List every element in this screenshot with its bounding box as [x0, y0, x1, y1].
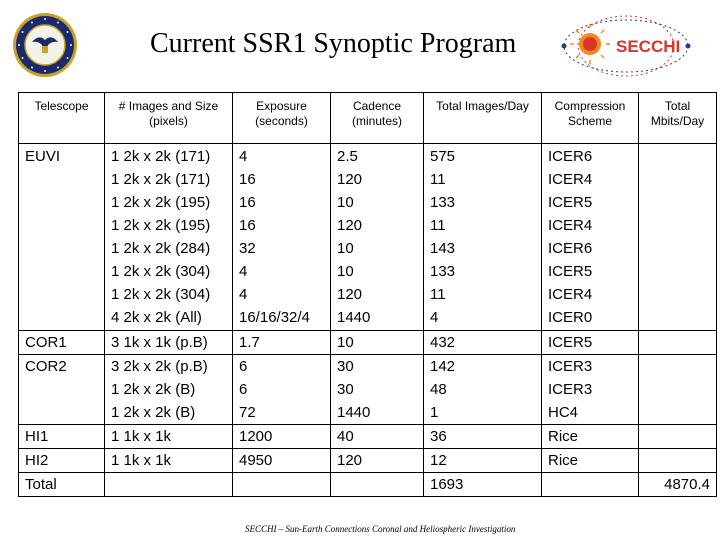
cell-line: 72 [239, 404, 256, 421]
total-cadence-cell [331, 473, 424, 497]
table-row [19, 144, 717, 331]
cadence-cell [331, 449, 424, 473]
telescope-cell: COR1 [19, 331, 105, 355]
cell-line: 16 [239, 194, 256, 211]
cell-line: 4 2k x 2k (All) [111, 309, 202, 326]
total-row [19, 473, 717, 497]
synoptic-program-table [18, 92, 717, 497]
cell-line: 142 [430, 358, 456, 375]
images-size-cell [105, 144, 233, 331]
cell-line: 10 [337, 334, 354, 351]
cell-line: Rice [548, 452, 579, 469]
total-label-cell: Total [19, 473, 105, 497]
cell-line: 120 [337, 171, 363, 188]
header-total-images: Total Images/Day [424, 93, 542, 144]
cell-line: 4 [239, 286, 248, 303]
cell-line: 1 2k x 2k (304) [111, 286, 211, 303]
exposure-cell [233, 425, 331, 449]
cell-line: 1 2k x 2k (304) [111, 263, 211, 280]
cell-line: 1 2k x 2k (195) [111, 194, 211, 211]
cell-line: 1.7 [239, 334, 260, 351]
cell-line: 30 [337, 358, 354, 375]
cell-line: 32 [239, 240, 256, 257]
cell-line: ICER4 [548, 217, 593, 234]
cell-line: 120 [337, 286, 363, 303]
cell-line: ICER3 [548, 381, 593, 398]
cadence-cell [331, 355, 424, 425]
cell-line: 16 [239, 171, 256, 188]
cell-line: 1 2k x 2k (171) [111, 148, 211, 165]
cell-line: 1 2k x 2k (284) [111, 240, 211, 257]
telescope-cell: EUVI [19, 144, 105, 331]
cell-line: 4 [239, 148, 248, 165]
cell-line: 3 1k x 1k (p.B) [111, 334, 208, 351]
telescope-cell: COR2 [19, 355, 105, 425]
total-mbits-cell [639, 355, 717, 425]
cell-line: 1 2k x 2k (195) [111, 217, 211, 234]
exposure-cell [233, 449, 331, 473]
cadence-cell [331, 425, 424, 449]
cell-line: ICER0 [548, 309, 593, 326]
cell-line: 1 [430, 404, 439, 421]
compression-cell [542, 355, 639, 425]
cell-line: 120 [337, 217, 363, 234]
total-images-cell [424, 355, 542, 425]
header-total-mbits: Total Mbits/Day [639, 93, 717, 144]
cell-line: ICER5 [548, 194, 593, 211]
secchi-logo-text: SECCHI [616, 37, 681, 56]
telescope-cell: HI1 [19, 425, 105, 449]
cell-line: Rice [548, 428, 579, 445]
header-cadence: Cadence (minutes) [331, 93, 424, 144]
cell-line: 10 [337, 240, 354, 257]
total-images-sum-cell: 1693 [424, 473, 542, 497]
total-mbits-cell [639, 331, 717, 355]
cell-line: 1440 [337, 309, 371, 326]
total-images-cell [424, 449, 542, 473]
images-size-cell [105, 331, 233, 355]
cell-line: 3 2k x 2k (p.B) [111, 358, 208, 375]
table-row [19, 355, 717, 425]
images-size-cell [105, 449, 233, 473]
table-row [19, 331, 717, 355]
exposure-cell [233, 144, 331, 331]
cell-line: 11 [430, 171, 446, 188]
total-mbits-cell [639, 144, 717, 331]
cell-line: ICER6 [548, 240, 593, 257]
compression-cell [542, 425, 639, 449]
compression-cell [542, 449, 639, 473]
footer-credit: SECCHI – Sun-Earth Connections Coronal and Heliospheric Investigation [245, 524, 516, 534]
total-compression-cell [542, 473, 639, 497]
cell-line: 6 [239, 381, 248, 398]
total-images-cell [424, 425, 542, 449]
table-row [19, 449, 717, 473]
cell-line: 16 [239, 217, 256, 234]
cell-line: 36 [430, 428, 447, 445]
header-exposure: Exposure (seconds) [233, 93, 331, 144]
cell-line: 120 [337, 452, 363, 469]
images-size-cell [105, 425, 233, 449]
secchi-sun-logo-icon [556, 12, 716, 78]
navy-seal-icon [12, 12, 78, 78]
cadence-cell [331, 331, 424, 355]
cell-line: 143 [430, 240, 456, 257]
cell-line: 30 [337, 381, 354, 398]
cell-line: 48 [430, 381, 447, 398]
cadence-cell [331, 144, 424, 331]
cell-line: ICER4 [548, 171, 593, 188]
compression-cell [542, 144, 639, 331]
table-row [19, 425, 717, 449]
total-images-cell [424, 144, 542, 331]
cell-line: 575 [430, 148, 456, 165]
table-header-row [19, 93, 717, 144]
cell-line: 432 [430, 334, 456, 351]
cell-line: ICER5 [548, 263, 593, 280]
cell-line: 1200 [239, 428, 273, 445]
cell-line: 133 [430, 263, 456, 280]
cell-line: 1 2k x 2k (B) [111, 404, 196, 421]
cell-line: 1 1k x 1k [111, 452, 172, 469]
cell-line: 4 [239, 263, 248, 280]
total-exposure-cell [233, 473, 331, 497]
cell-line: ICER4 [548, 286, 593, 303]
header-telescope: Telescope [19, 93, 105, 144]
images-size-cell [105, 355, 233, 425]
cell-line: 16/16/32/4 [239, 309, 310, 326]
cell-line: 4 [430, 309, 439, 326]
cell-line: 11 [430, 217, 446, 234]
exposure-cell [233, 355, 331, 425]
cell-line: 2.5 [337, 148, 358, 165]
cell-line: 10 [337, 263, 354, 280]
total-mbits-cell [639, 425, 717, 449]
cell-line: 133 [430, 194, 456, 211]
cell-line: ICER6 [548, 148, 593, 165]
cell-line: 4950 [239, 452, 273, 469]
cell-line: ICER3 [548, 358, 593, 375]
exposure-cell [233, 331, 331, 355]
total-images-cell [424, 331, 542, 355]
total-images-size-cell [105, 473, 233, 497]
cell-line: 12 [430, 452, 447, 469]
cell-line: 1440 [337, 404, 371, 421]
page-title: Current SSR1 Synoptic Program [150, 28, 517, 59]
total-mbits-cell [639, 449, 717, 473]
cell-line: 6 [239, 358, 248, 375]
cell-line: ICER5 [548, 334, 593, 351]
header-images-size: # Images and Size (pixels) [105, 93, 233, 144]
cell-line: 1 2k x 2k (171) [111, 171, 211, 188]
total-mbits-sum-cell: 4870.4 [639, 473, 717, 497]
cell-line: 1 2k x 2k (B) [111, 381, 196, 398]
cell-line: 11 [430, 286, 446, 303]
compression-cell [542, 331, 639, 355]
telescope-cell: HI2 [19, 449, 105, 473]
cell-line: 10 [337, 194, 354, 211]
cell-line: 40 [337, 428, 354, 445]
cell-line: HC4 [548, 404, 579, 421]
cell-line: 1 1k x 1k [111, 428, 172, 445]
header-compression: Compression Scheme [542, 93, 639, 144]
